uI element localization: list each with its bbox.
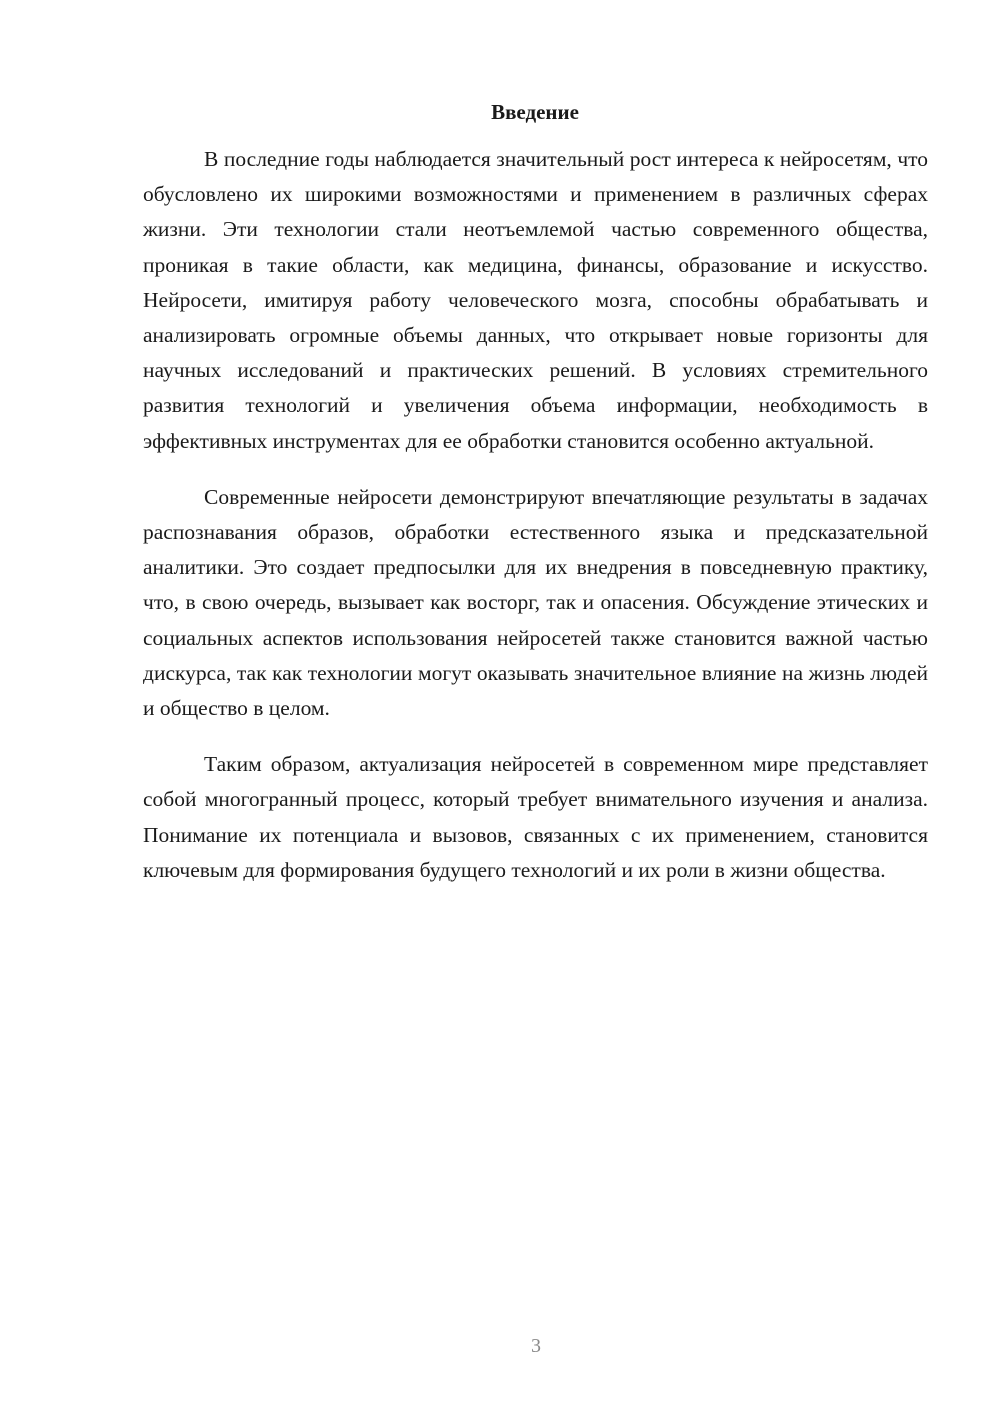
paragraph-1: В последние годы наблюдается значительный рост интереса к нейросетям, что обусловлено их широкими возможностями и применением в различных сферах жизни. Эти технологии стали неотъемлемой частью современного общества, проникая в такие области, как медицина, финансы, образование и искусство. Нейросети, имитируя работу человеческого мозга, способны обрабатывать и анализировать огромные объемы данных, что открывает новые горизонты для научных исследований и практических решений. В условиях стремительного развития технологий и увеличения объема информации, необходимость в эффективных инструментах для ее обработки становится особенно актуальной.: [143, 147, 928, 453]
paragraph-2: Современные нейросети демонстрируют впечатляющие результаты в задачах распознавания образов, обработки естественного языка и предсказательной аналитики. Это создает предпосылки для их внедрения в повседневную практику, что, в свою очередь, вызывает как восторг, так и опасения. Обсуждение этических и социальных аспектов использования нейросетей также становится важной частью дискурса, так как технологии могут оказывать значительное влияние на жизнь людей и общество в целом.: [143, 484, 928, 721]
body-text: [143, 142, 928, 909]
paragraph-3: Таким образом, актуализация нейросетей в современном мире представляет собой многогранный процесс, который требует внимательного изучения и анализа. Понимание их потенциала и вызовов, связанных с их применением, становится ключевым для формирования будущего технологий и их роли в жизни общества.: [143, 752, 928, 882]
page-number: 3: [531, 1335, 541, 1357]
section-heading: Введение: [491, 100, 579, 124]
